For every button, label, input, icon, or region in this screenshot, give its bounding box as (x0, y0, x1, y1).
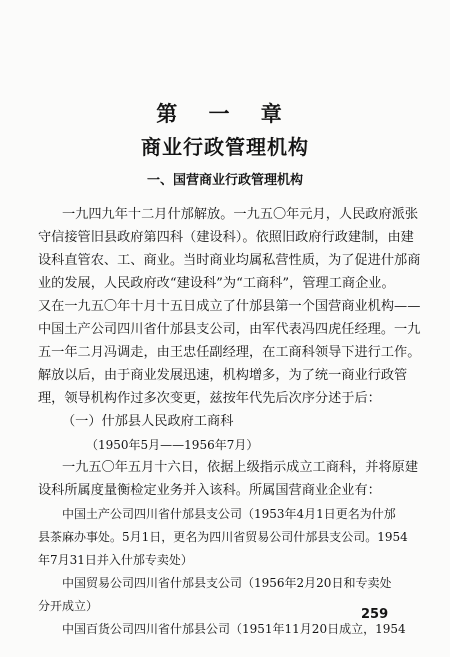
body-line-7: 五一年二月冯调走，由王忠任副经理，在工商科领导下进行工作。 (38, 345, 421, 360)
body-line-15: 中国贸易公司四川省什邡县支公司（1956年2月20日和专卖处 (62, 576, 392, 590)
body-line-9: 理，领导机构作过多次变更，兹按年代先后次序分述于后： (38, 391, 381, 406)
subsection-date-range: （1950年5月——1956年7月） (86, 438, 259, 452)
body-line-11: 设科所属度量衡检定业务并入该科。所属国营商业企业有： (38, 483, 381, 498)
body-line-2: 守信接管旧县政府第四科（建设科）。依照旧政府行政建制，由建 (38, 230, 414, 245)
page-number: 259 (361, 607, 389, 622)
chapter-title: 第 一 章 (156, 101, 294, 126)
body-line-10: 一九五〇年五月十六日，依据上级指示成立工商科，并将原建 (62, 460, 419, 475)
body-line-8: 解放以后，由于商业发展迅速，机构增多，为了统一商业行政管 (38, 368, 408, 383)
section-heading: 一、国营商业行政管理机构 (146, 173, 303, 188)
body-line-17: 中国百货公司四川省什邡县公司（1951年11月20日成立，1954 (62, 622, 406, 636)
body-line-3: 设科直管农、工、商业。当时商业均属私营性质，为了促进什邡商 (38, 253, 421, 268)
chapter-subtitle: 商业行政管理机构 (141, 135, 309, 159)
body-line-1: 一九四九年十二月什邡解放。一九五〇年元月，人民政府派张 (62, 207, 419, 222)
body-line-16: 分开成立） (38, 599, 99, 613)
body-line-12: 中国土产公司四川省什邡县支公司（1953年4月1日更名为什邡 (62, 507, 396, 521)
body-line-13: 县茶麻办事处。5月1日，更名为四川省贸易公司什邡县支公司。1954 (38, 530, 408, 544)
body-line-14: 年7月31日并入什邡专卖处） (38, 553, 193, 567)
body-line-5: 又在一九五〇年十月十五日成立了什邡县第一个国营商业机构—— (38, 299, 421, 314)
body-line-6: 中国土产公司四川省什邡县支公司，由军代表冯四虎任经理。一九 (38, 322, 421, 337)
subsection-heading: （一）什邡县人民政府工商科 (62, 414, 234, 429)
body-line-4: 业的发展，人民政府改“建设科”为“工商科”，管理工商企业。 (38, 276, 395, 291)
